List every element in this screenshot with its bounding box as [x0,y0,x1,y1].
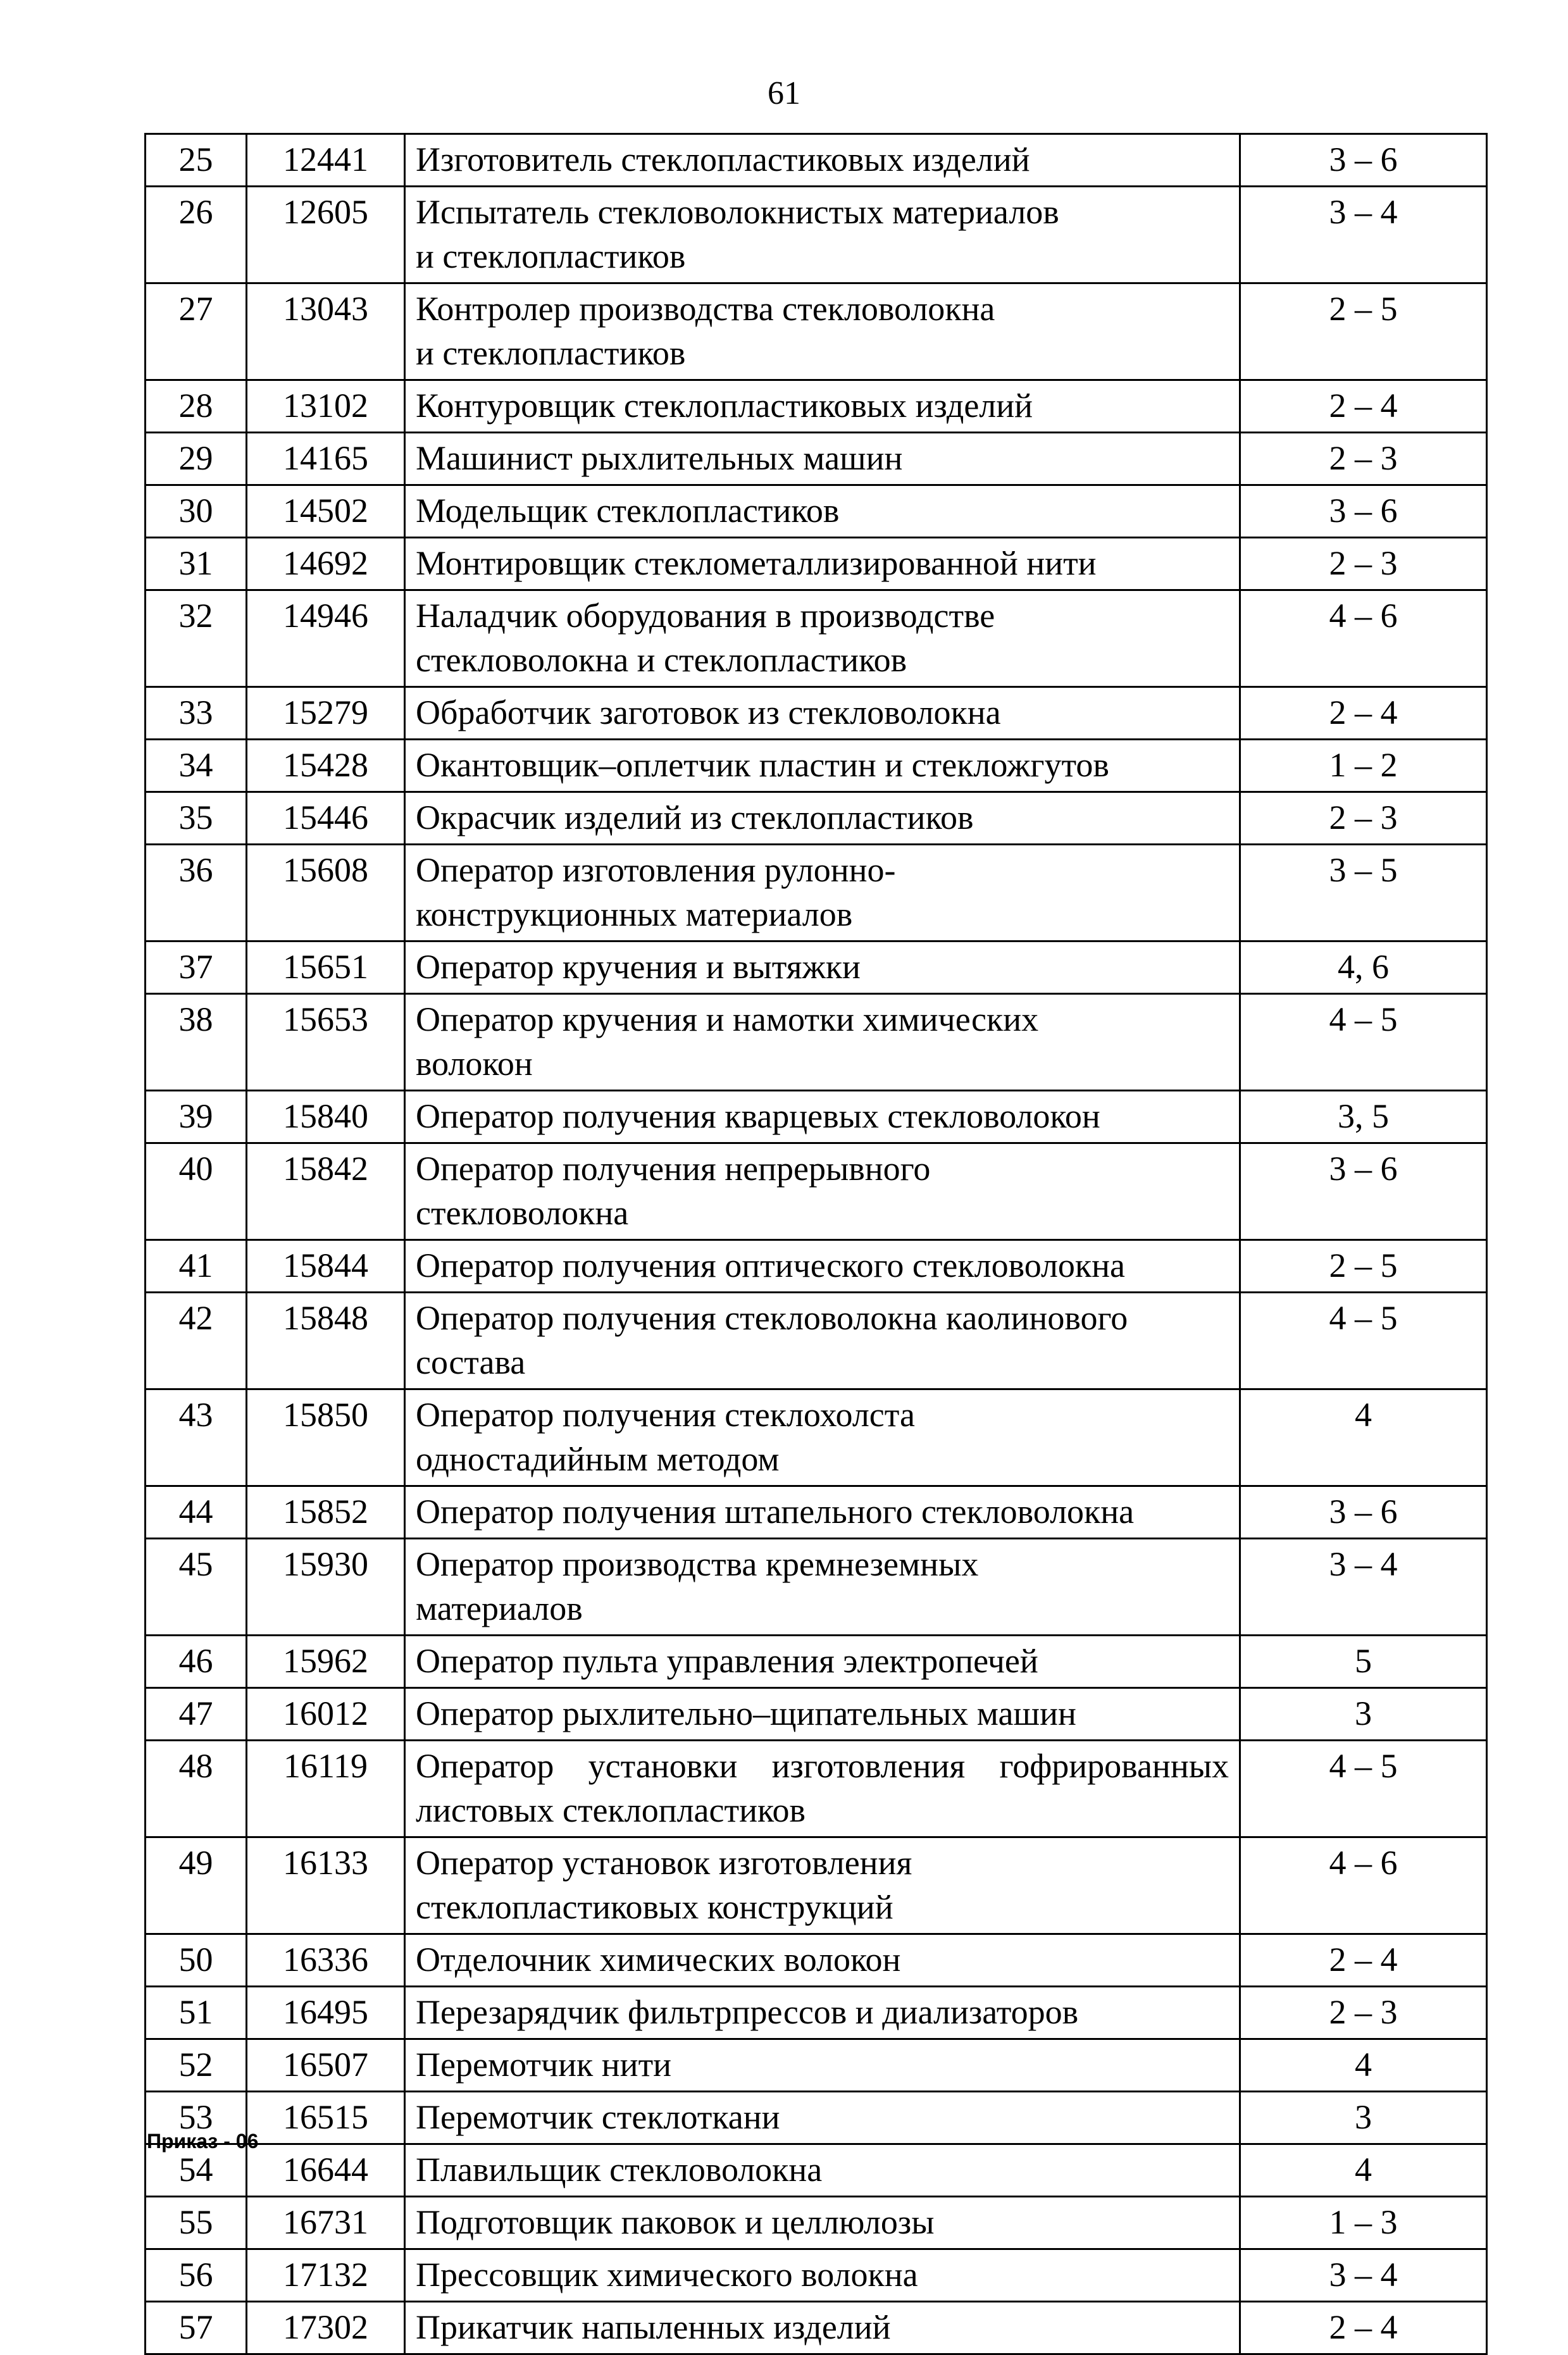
table-row [146,380,1487,433]
grade-range-cell: 3 [1240,1688,1487,1741]
profession-name-cell: Оператор получения стеклохолста одностадийным методом [405,1389,1240,1486]
footer-note: Приказ - 06 [147,2130,259,2153]
profession-name-cell: Обработчик заготовок из стекловолокна [405,687,1240,740]
row-number-cell: 30 [146,485,247,538]
grade-range-cell: 4 [1240,1389,1487,1486]
row-number-cell: 56 [146,2249,247,2302]
table-row [146,687,1487,740]
row-number-cell: 25 [146,134,247,187]
table-row [146,134,1487,187]
profession-code-cell: 15930 [247,1539,405,1636]
grade-range-cell: 2 – 3 [1240,433,1487,485]
table-row [146,994,1487,1091]
table-row [146,941,1487,994]
profession-name-cell: Оператор получения стекловолокна каолинового состава [405,1293,1240,1389]
profession-name-cell: Испытатель стекловолокнистых материалов и стеклопластиков [405,187,1240,283]
grade-range-cell: 2 – 4 [1240,380,1487,433]
row-number-cell: 50 [146,1934,247,1987]
row-number-cell: 40 [146,1143,247,1240]
table-row [146,792,1487,845]
profession-name-cell: Изготовитель стеклопластиковых изделий [405,134,1240,187]
profession-name-cell: Контролер производства стекловолокна и стеклопластиков [405,283,1240,380]
grade-range-cell: 3, 5 [1240,1091,1487,1143]
profession-name-cell: Оператор кручения и вытяжки [405,941,1240,994]
table-row [146,1987,1487,2039]
profession-name-cell: Оператор получения штапельного стекловолокна [405,1486,1240,1539]
grade-range-cell: 2 – 4 [1240,687,1487,740]
profession-code-cell: 15446 [247,792,405,845]
grade-range-cell: 1 – 3 [1240,2197,1487,2249]
grade-range-cell: 3 – 6 [1240,134,1487,187]
table-row [146,2144,1487,2197]
row-number-cell: 37 [146,941,247,994]
row-number-cell: 47 [146,1688,247,1741]
profession-name-cell: Оператор производства кремнеземных материалов [405,1539,1240,1636]
row-number-cell: 41 [146,1240,247,1293]
profession-name-cell: Контуровщик стеклопластиковых изделий [405,380,1240,433]
row-number-cell: 48 [146,1741,247,1837]
table-row [146,1636,1487,1688]
profession-code-cell: 14502 [247,485,405,538]
row-number-cell: 43 [146,1389,247,1486]
grade-range-cell: 2 – 3 [1240,792,1487,845]
profession-code-cell: 13043 [247,283,405,380]
profession-name-cell: Плавильщик стекловолокна [405,2144,1240,2197]
row-number-cell: 27 [146,283,247,380]
table-row [146,2039,1487,2092]
table-row [146,1389,1487,1486]
profession-code-cell: 16495 [247,1987,405,2039]
profession-name-cell: Оператор установки изготовления гофрированных листовых стеклопластиков [405,1741,1240,1837]
row-number-cell: 39 [146,1091,247,1143]
profession-code-cell: 17132 [247,2249,405,2302]
grade-range-cell: 4 – 6 [1240,590,1487,687]
grade-range-cell: 5 [1240,1636,1487,1688]
profession-code-cell: 16507 [247,2039,405,2092]
row-number-cell: 32 [146,590,247,687]
profession-code-cell: 12441 [247,134,405,187]
table-row [146,1934,1487,1987]
table-row [146,1293,1487,1389]
profession-code-cell: 14946 [247,590,405,687]
table-row [146,845,1487,941]
profession-code-cell: 16012 [247,1688,405,1741]
row-number-cell: 33 [146,687,247,740]
profession-code-cell: 15651 [247,941,405,994]
grade-range-cell: 3 – 4 [1240,187,1487,283]
profession-name-cell: Прессовщик химического волокна [405,2249,1240,2302]
profession-name-cell: Перезарядчик фильтрпрессов и диализаторов [405,1987,1240,2039]
profession-code-cell: 16336 [247,1934,405,1987]
profession-code-cell: 14692 [247,538,405,590]
grade-range-cell: 4, 6 [1240,941,1487,994]
row-number-cell: 52 [146,2039,247,2092]
grade-range-cell: 4 – 5 [1240,1293,1487,1389]
grade-range-cell: 2 – 4 [1240,1934,1487,1987]
row-number-cell: 35 [146,792,247,845]
profession-name-cell: Оператор кручения и намотки химических волокон [405,994,1240,1091]
grade-range-cell: 3 – 6 [1240,1486,1487,1539]
profession-name-cell: Отделочник химических волокон [405,1934,1240,1987]
table-row [146,1143,1487,1240]
table-row [146,433,1487,485]
profession-name-cell: Оператор установок изготовления стеклопластиковых конструкций [405,1837,1240,1934]
row-number-cell: 54 [146,2144,247,2197]
table-row [146,590,1487,687]
profession-code-cell: 15852 [247,1486,405,1539]
grade-range-cell: 3 – 6 [1240,485,1487,538]
grade-range-cell: 3 – 4 [1240,1539,1487,1636]
profession-name-cell: Оператор рыхлительно–щипательных машин [405,1688,1240,1741]
row-number-cell: 29 [146,433,247,485]
row-number-cell: 53 [146,2092,247,2144]
grade-range-cell: 2 – 5 [1240,1240,1487,1293]
grade-range-cell: 2 – 3 [1240,538,1487,590]
profession-code-cell: 15848 [247,1293,405,1389]
profession-name-cell: Оператор получения кварцевых стекловолокон [405,1091,1240,1143]
grade-range-cell: 4 – 5 [1240,994,1487,1091]
profession-name-cell: Оператор пульта управления электропечей [405,1636,1240,1688]
profession-code-cell: 15428 [247,740,405,792]
row-number-cell: 55 [146,2197,247,2249]
profession-code-cell: 16515 [247,2092,405,2144]
row-number-cell: 42 [146,1293,247,1389]
profession-code-cell: 17302 [247,2302,405,2354]
table-row [146,2302,1487,2354]
profession-name-cell: Оператор получения оптического стекловолокна [405,1240,1240,1293]
table-row [146,2249,1487,2302]
grade-range-cell: 4 – 5 [1240,1741,1487,1837]
table-row [146,2197,1487,2249]
row-number-cell: 28 [146,380,247,433]
profession-code-cell: 15608 [247,845,405,941]
profession-name-cell: Оператор изготовления рулонно- конструкционных материалов [405,845,1240,941]
profession-code-cell: 16119 [247,1741,405,1837]
grade-range-cell: 1 – 2 [1240,740,1487,792]
grade-range-cell: 3 – 4 [1240,2249,1487,2302]
grade-range-cell: 4 [1240,2039,1487,2092]
row-number-cell: 51 [146,1987,247,2039]
table-row [146,1486,1487,1539]
profession-code-cell: 16731 [247,2197,405,2249]
profession-code-cell: 16644 [247,2144,405,2197]
table-row [146,1091,1487,1143]
profession-code-cell: 12605 [247,187,405,283]
profession-code-cell: 15279 [247,687,405,740]
table-row [146,187,1487,283]
profession-code-cell: 15850 [247,1389,405,1486]
table-row [146,283,1487,380]
table-row [146,740,1487,792]
profession-code-cell: 15842 [247,1143,405,1240]
table-row [146,1741,1487,1837]
row-number-cell: 34 [146,740,247,792]
profession-name-cell: Оператор получения непрерывного стекловолокна [405,1143,1240,1240]
profession-code-cell: 15844 [247,1240,405,1293]
professions-table [144,133,1488,2355]
grade-range-cell: 3 – 5 [1240,845,1487,941]
table-row [146,1240,1487,1293]
grade-range-cell: 3 – 6 [1240,1143,1487,1240]
row-number-cell: 44 [146,1486,247,1539]
row-number-cell: 46 [146,1636,247,1688]
grade-range-cell: 4 [1240,2144,1487,2197]
grade-range-cell: 3 [1240,2092,1487,2144]
profession-name-cell: Наладчик оборудования в производстве стекловолокна и стеклопластиков [405,590,1240,687]
profession-name-cell: Прикатчик напыленных изделий [405,2302,1240,2354]
table-row [146,485,1487,538]
profession-code-cell: 16133 [247,1837,405,1934]
profession-code-cell: 15653 [247,994,405,1091]
table-row [146,2092,1487,2144]
table-row [146,1688,1487,1741]
profession-code-cell: 14165 [247,433,405,485]
profession-name-cell: Машинист рыхлительных машин [405,433,1240,485]
row-number-cell: 31 [146,538,247,590]
table-body [146,134,1487,2354]
grade-range-cell: 2 – 4 [1240,2302,1487,2354]
row-number-cell: 57 [146,2302,247,2354]
row-number-cell: 49 [146,1837,247,1934]
profession-name-cell: Окантовщик–оплетчик пластин и стекложгутов [405,740,1240,792]
row-number-cell: 45 [146,1539,247,1636]
profession-name-cell: Перемотчик стеклоткани [405,2092,1240,2144]
row-number-cell: 26 [146,187,247,283]
row-number-cell: 36 [146,845,247,941]
grade-range-cell: 2 – 3 [1240,1987,1487,2039]
page-number: 61 [768,75,800,111]
grade-range-cell: 2 – 5 [1240,283,1487,380]
profession-name-cell: Подготовщик паковок и целлюлозы [405,2197,1240,2249]
grade-range-cell: 4 – 6 [1240,1837,1487,1934]
table-row [146,538,1487,590]
profession-name-cell: Окрасчик изделий из стеклопластиков [405,792,1240,845]
profession-code-cell: 13102 [247,380,405,433]
profession-name-cell: Перемотчик нити [405,2039,1240,2092]
profession-name-cell: Модельщик стеклопластиков [405,485,1240,538]
table-row [146,1837,1487,1934]
profession-code-cell: 15840 [247,1091,405,1143]
profession-name-cell: Монтировщик стеклометаллизированной нити [405,538,1240,590]
table-row [146,1539,1487,1636]
profession-code-cell: 15962 [247,1636,405,1688]
row-number-cell: 38 [146,994,247,1091]
